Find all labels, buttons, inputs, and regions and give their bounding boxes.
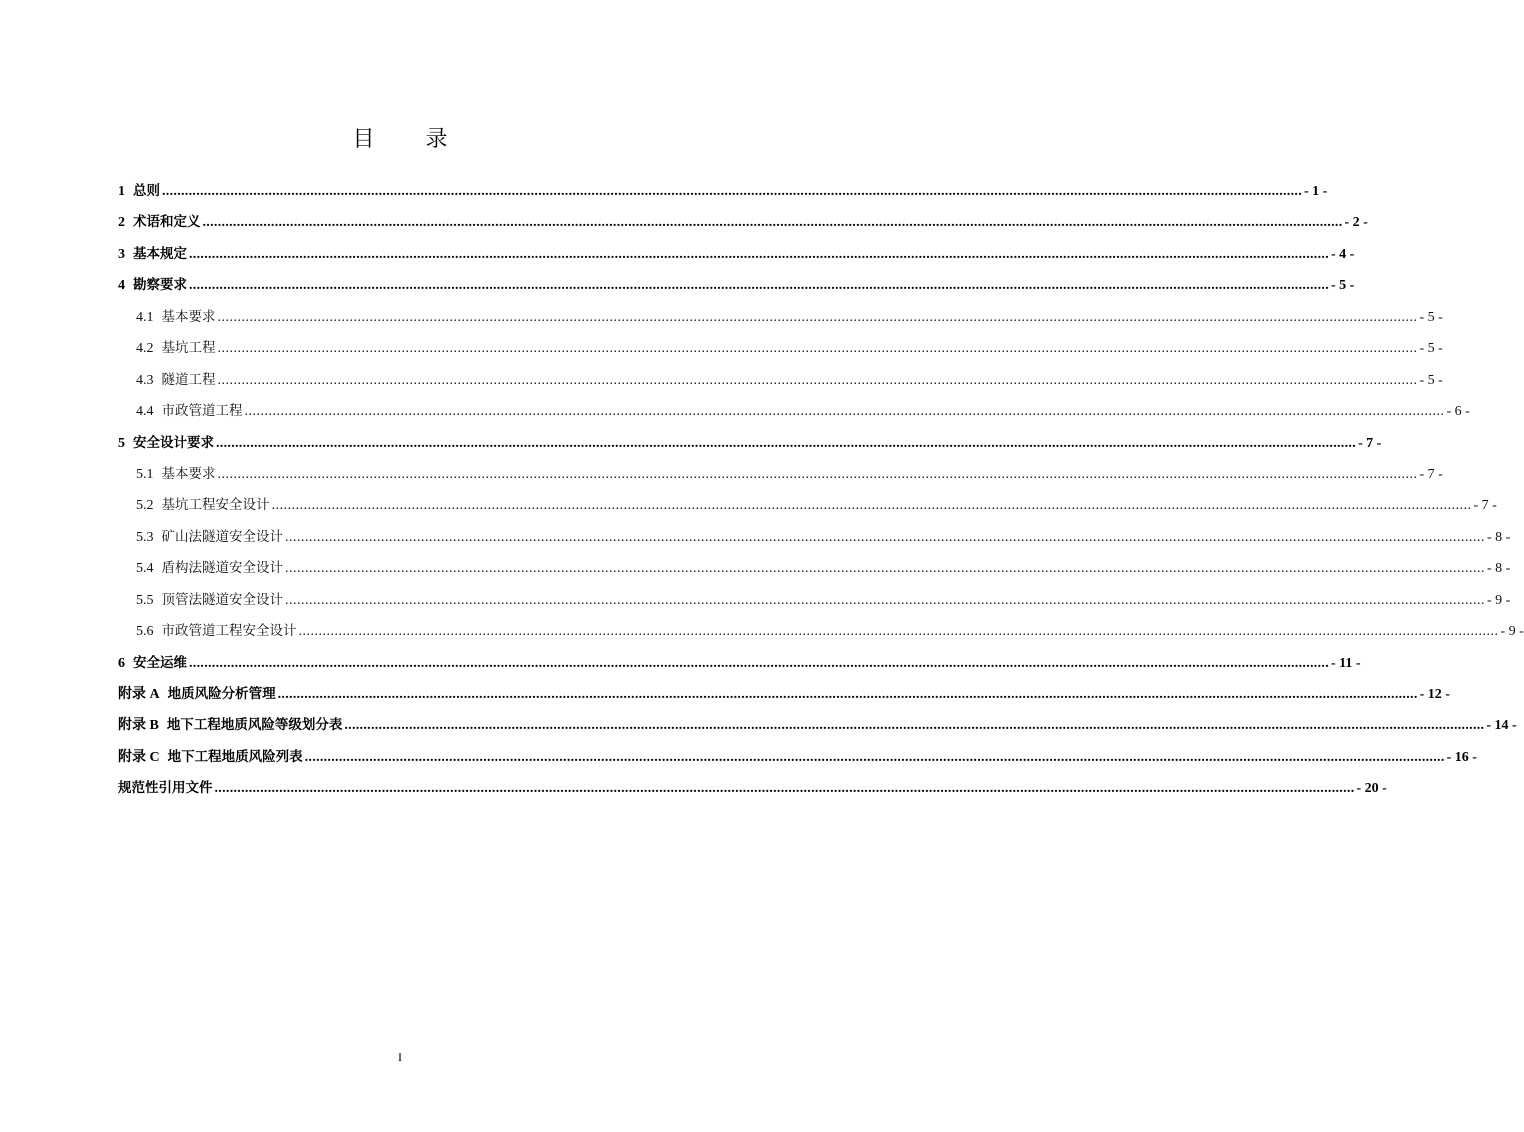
toc-entry[interactable] bbox=[118, 585, 1511, 616]
toc-entry[interactable] bbox=[118, 553, 1511, 584]
toc-entry-number: 1 bbox=[118, 184, 125, 199]
toc-entry[interactable] bbox=[118, 302, 1443, 333]
toc-entry-page: - 5 - bbox=[1419, 309, 1443, 325]
toc-entry-number: 4.3 bbox=[136, 372, 154, 388]
toc-entry[interactable] bbox=[118, 710, 1517, 741]
toc-entry-number: 附录 B bbox=[118, 718, 159, 734]
toc-entry-page: - 7 - bbox=[1358, 435, 1382, 451]
toc-entry-page: - 1 - bbox=[1304, 184, 1328, 199]
toc-entry-label: 勘察要求 bbox=[133, 277, 187, 294]
dot-leader: ............................................................................................................................................................................................................................................................................................................ bbox=[344, 718, 1485, 734]
toc-entry-page: - 8 - bbox=[1487, 529, 1511, 545]
dot-leader: ............................................................................................................................................................................................................................................................................................................ bbox=[285, 529, 1485, 545]
toc-entry-label: 市政管道工程安全设计 bbox=[161, 623, 297, 640]
toc-entry-page: - 9 - bbox=[1487, 592, 1511, 608]
toc-entry[interactable] bbox=[118, 207, 1368, 238]
toc-entry-number: 附录 C bbox=[118, 749, 160, 765]
dot-leader: ............................................................................................................................................................................................................................................................................................................ bbox=[285, 561, 1485, 577]
toc-entry[interactable] bbox=[118, 270, 1355, 301]
toc-entry-number: 5.1 bbox=[136, 466, 154, 482]
toc-entry-number: 6 bbox=[118, 655, 125, 671]
toc-entry[interactable] bbox=[118, 459, 1443, 490]
toc-entry-number: 5 bbox=[118, 435, 125, 451]
toc-entry-label: 安全设计要求 bbox=[133, 434, 214, 451]
dot-leader: ............................................................................................................................................................................................................................................................................................................ bbox=[304, 749, 1445, 765]
toc-entry-label: 基本要求 bbox=[161, 308, 216, 325]
dot-leader: ............................................................................................................................................................................................................................................................................................................ bbox=[217, 372, 1418, 388]
toc-entry-number: 5.4 bbox=[136, 561, 154, 577]
page-number: I bbox=[398, 1050, 402, 1064]
dot-leader: ............................................................................................................................................................................................................................................................................................................ bbox=[162, 184, 1302, 199]
toc-entry-label: 地质风险分析管理 bbox=[167, 686, 276, 702]
dot-leader: ............................................................................................................................................................................................................................................................................................................ bbox=[271, 498, 1472, 514]
toc-entry-number: 3 bbox=[118, 246, 125, 262]
toc-entry-page: - 8 - bbox=[1487, 561, 1511, 577]
dot-leader: ............................................................................................................................................................................................................................................................................................................ bbox=[285, 592, 1485, 608]
toc-title: 目 录 bbox=[352, 127, 470, 152]
toc-entry-page: - 20 - bbox=[1356, 781, 1387, 797]
toc-entry-page: - 7 - bbox=[1419, 466, 1443, 482]
toc-entry-label: 矿山法隧道安全设计 bbox=[161, 528, 283, 545]
toc-entry-label: 基本规定 bbox=[133, 245, 187, 262]
dot-leader: ............................................................................................................................................................................................................................................................................................................ bbox=[244, 404, 1445, 420]
toc-entry-page: - 5 - bbox=[1419, 341, 1443, 357]
dot-leader: ............................................................................................................................................................................................................................................................................................................ bbox=[277, 687, 1418, 702]
dot-leader: ............................................................................................................................................................................................................................................................................................................ bbox=[189, 278, 1329, 294]
toc-entry-number: 4.2 bbox=[136, 341, 154, 357]
dot-leader: ............................................................................................................................................................................................................................................................................................................ bbox=[216, 435, 1356, 451]
toc-entry-page: - 2 - bbox=[1344, 215, 1368, 231]
dot-leader: ............................................................................................................................................................................................................................................................................................................ bbox=[217, 466, 1418, 482]
toc-entry-number: 4 bbox=[118, 278, 125, 294]
toc-entry-label: 市政管道工程 bbox=[161, 403, 243, 420]
dot-leader: ............................................................................................................................................................................................................................................................................................................ bbox=[214, 781, 1355, 797]
dot-leader: ............................................................................................................................................................................................................................................................................................................ bbox=[217, 309, 1418, 325]
toc-entry-number: 4.4 bbox=[136, 404, 154, 420]
toc-entry[interactable] bbox=[118, 648, 1361, 679]
toc-entry-page: - 7 - bbox=[1473, 498, 1497, 514]
toc-entry[interactable] bbox=[118, 365, 1443, 396]
toc-entry[interactable] bbox=[118, 176, 1328, 207]
toc-entry-number: 5.6 bbox=[136, 624, 154, 640]
dot-leader: ............................................................................................................................................................................................................................................................................................................ bbox=[189, 246, 1329, 262]
toc-entry[interactable] bbox=[118, 239, 1355, 270]
toc-entry-number: 5.5 bbox=[136, 592, 154, 608]
toc-entry-page: - 12 - bbox=[1419, 687, 1450, 702]
toc-entry-page: - 4 - bbox=[1331, 246, 1355, 262]
toc-entry-label: 地下工程地质风险列表 bbox=[167, 748, 303, 765]
toc-entry-page: - 16 - bbox=[1446, 749, 1477, 765]
toc-entry-label: 地下工程地质风险等级划分表 bbox=[166, 717, 343, 734]
dot-leader: ............................................................................................................................................................................................................................................................................................................ bbox=[298, 624, 1499, 640]
toc-entry-label: 盾构法隧道安全设计 bbox=[161, 560, 283, 577]
toc-entry[interactable] bbox=[118, 490, 1497, 521]
toc-entry[interactable] bbox=[118, 333, 1443, 364]
toc-entry-number: 2 bbox=[118, 215, 125, 231]
table-of-contents bbox=[118, 176, 1524, 805]
toc-entry-page: - 14 - bbox=[1486, 718, 1517, 734]
dot-leader: ............................................................................................................................................................................................................................................................................................................ bbox=[202, 215, 1343, 231]
toc-entry-page: - 6 - bbox=[1446, 404, 1470, 420]
toc-entry-label: 术语和定义 bbox=[133, 214, 201, 231]
toc-entry[interactable] bbox=[118, 742, 1477, 773]
toc-entry-label: 基坑工程安全设计 bbox=[161, 497, 270, 514]
toc-entry-page: - 5 - bbox=[1419, 372, 1443, 388]
toc-entry[interactable] bbox=[118, 522, 1511, 553]
toc-entry-number: 4.1 bbox=[136, 309, 154, 325]
toc-entry-label: 基坑工程 bbox=[161, 340, 216, 357]
toc-entry-label: 基本要求 bbox=[161, 465, 216, 482]
toc-entry[interactable] bbox=[118, 773, 1387, 804]
toc-entry-page: - 9 - bbox=[1500, 624, 1524, 640]
toc-entry-number: 5.3 bbox=[136, 529, 154, 545]
toc-entry[interactable] bbox=[118, 428, 1382, 459]
toc-entry-page: - 5 - bbox=[1331, 278, 1355, 294]
toc-entry[interactable] bbox=[118, 616, 1524, 647]
toc-entry[interactable] bbox=[118, 679, 1450, 710]
toc-entry-page: - 11 - bbox=[1331, 655, 1361, 671]
dot-leader: ............................................................................................................................................................................................................................................................................................................ bbox=[189, 655, 1329, 671]
toc-entry-label: 总则 bbox=[133, 183, 160, 199]
toc-entry-number: 5.2 bbox=[136, 498, 154, 514]
toc-entry-label: 顶管法隧道安全设计 bbox=[161, 591, 283, 608]
toc-entry-number: 附录 A bbox=[118, 687, 160, 702]
dot-leader: ............................................................................................................................................................................................................................................................................................................ bbox=[217, 341, 1418, 357]
toc-entry[interactable] bbox=[118, 396, 1470, 427]
toc-entry-label: 隧道工程 bbox=[161, 371, 216, 388]
toc-entry-label: 规范性引用文件 bbox=[118, 780, 213, 797]
toc-entry-label: 安全运维 bbox=[133, 654, 187, 671]
